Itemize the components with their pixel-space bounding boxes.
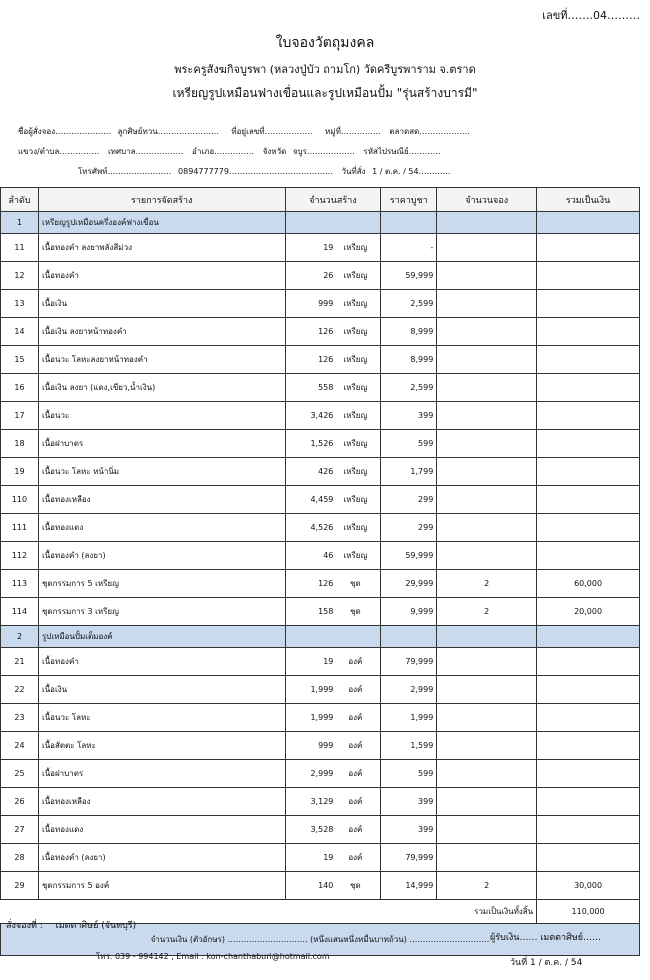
item-code: 112 (1, 542, 39, 570)
section-title: เหรียญรูปเหมือนครึ่งองค์ฟางเขื่อน (38, 212, 285, 234)
item-code: 28 (1, 844, 39, 872)
item-code: 22 (1, 676, 39, 704)
item-reserved (437, 262, 537, 290)
item-name: เนื้อเงิน ลงยา (แดง,เขียว,น้ำเงิน) (38, 374, 285, 402)
item-price: 8,999 (381, 346, 437, 374)
table-row (1, 262, 640, 290)
quantity-value: 126 (318, 355, 334, 364)
quantity-value: 1,999 (310, 685, 334, 694)
item-name: ชุดกรรมการ 5 องค์ (38, 872, 285, 900)
item-total (537, 676, 640, 704)
item-name: เนื้อทองคำ (38, 262, 285, 290)
quantity-value: 19 (323, 853, 334, 862)
item-total (537, 704, 640, 732)
item-total (537, 486, 640, 514)
series-title: เหรียญรูปเหมือนฟางเขื่อนและรูปเหมือนปั้ม "รุ่นสร้างบารมี" (172, 86, 478, 100)
quantity-unit: เหรียญ (343, 411, 368, 420)
quantity-unit: เหรียญ (343, 355, 368, 364)
item-code: 21 (1, 648, 39, 676)
order-date: 1 / ต.ค. / 54 (372, 167, 419, 176)
grand-total-label: รวมเป็นเงินทั้งสิ้น (474, 907, 534, 916)
item-price: 599 (381, 760, 437, 788)
item-total (537, 816, 640, 844)
table-row (1, 514, 640, 542)
item-name: เนื้อทองคำ (ลงยา) (38, 542, 285, 570)
item-price: 1,599 (381, 732, 437, 760)
item-price: 299 (381, 514, 437, 542)
item-name: เนื้อนวะ โลหะ หน้านิ่ม (38, 458, 285, 486)
item-reserved (437, 374, 537, 402)
item-code: 12 (1, 262, 39, 290)
section-code: 1 (1, 212, 39, 234)
item-total (537, 430, 640, 458)
item-code: 26 (1, 788, 39, 816)
item-price: 399 (381, 788, 437, 816)
item-price: 9,999 (381, 598, 437, 626)
item-name: เนื้อนวะ โลหะ (38, 704, 285, 732)
item-total (537, 402, 640, 430)
item-name: เนื้อเงิน ลงยาหน้าทองคำ (38, 318, 285, 346)
item-reserved (437, 430, 537, 458)
quantity-value: 4,526 (310, 523, 334, 532)
order-location (6, 918, 136, 932)
item-quantity (285, 704, 381, 732)
table-row (1, 542, 640, 570)
item-reserved: 2 (437, 872, 537, 900)
quantity-value: 426 (318, 467, 334, 476)
item-total (537, 760, 640, 788)
quantity-unit: องค์ (348, 685, 363, 694)
item-reserved (437, 234, 537, 262)
receiver-line: ผู้รับเงิน…… เมตตาศิษย์…… (490, 933, 601, 943)
item-name: เนื้อเงิน (38, 676, 285, 704)
item-name: เนื้อทองแดง (38, 514, 285, 542)
document-number: เลขที่…….04……… (542, 9, 640, 22)
item-quantity (285, 458, 381, 486)
item-quantity (285, 262, 381, 290)
section-row (1, 212, 640, 234)
item-quantity (285, 872, 381, 900)
quantity-unit: เหรียญ (343, 523, 368, 532)
item-reserved (437, 458, 537, 486)
table-row (1, 648, 640, 676)
col-header: รายการจัดสร้าง (38, 188, 285, 212)
item-code: 16 (1, 374, 39, 402)
item-quantity (285, 844, 381, 872)
quantity-unit: องค์ (348, 853, 363, 862)
info-label: หมู่ที่ (325, 127, 341, 136)
quantity-unit: เหรียญ (343, 327, 368, 336)
item-quantity (285, 318, 381, 346)
receipt-date-line (510, 955, 582, 969)
table-header-row (1, 188, 640, 212)
order-location-label: สั่งจองที่ : (6, 921, 43, 931)
table-row (1, 374, 640, 402)
amount-words-value: (หนึ่งแสนหนึ่งหมื่นบาทถ้วน) (310, 935, 407, 944)
item-quantity (285, 514, 381, 542)
item-name: เนื้อสัตตะ โลหะ (38, 732, 285, 760)
item-price: 599 (381, 430, 437, 458)
item-name: เนื้อนวะ (38, 402, 285, 430)
info-label: ที่อยู่เลขที่ (231, 127, 265, 136)
receipt-date-value: 1 / ต.ค. / 54 (530, 958, 583, 968)
item-total (537, 542, 640, 570)
item-quantity (285, 542, 381, 570)
info-value: เทศบาล (107, 147, 136, 156)
item-name: ชุดกรรมการ 5 เหรียญ (38, 570, 285, 598)
quantity-value: 19 (323, 243, 334, 252)
quantity-unit: องค์ (348, 825, 363, 834)
item-code: 13 (1, 290, 39, 318)
item-quantity (285, 648, 381, 676)
phone-value: 0894777779 (178, 167, 229, 176)
item-price: 2,599 (381, 290, 437, 318)
item-total (537, 788, 640, 816)
item-reserved: 2 (437, 570, 537, 598)
contact-info: โทร. 039 - 994142 , Email : kon-chanthaburi@hotmail.com (96, 952, 330, 961)
item-reserved (437, 844, 537, 872)
header (0, 32, 650, 103)
quantity-unit: เหรียญ (343, 383, 368, 392)
item-total (537, 318, 640, 346)
quantity-unit: เหรียญ (343, 495, 368, 504)
order-table (0, 187, 640, 956)
item-price: 79,999 (381, 648, 437, 676)
table-row (1, 704, 640, 732)
info-value: จบูร (292, 147, 307, 156)
item-name: เนื้อทองแดง (38, 816, 285, 844)
form-title: ใบจองวัตถุมงคล (275, 35, 375, 51)
info-row-2: แขวง/ตำบล…………… เทศบาล……………… อำเภอ…………… จังหวัด จบูร……………… รหัสไปรษณีย์………… (18, 147, 441, 156)
quantity-value: 558 (318, 383, 334, 392)
quantity-value: 4,459 (310, 495, 334, 504)
item-total (537, 648, 640, 676)
item-price: 2,999 (381, 676, 437, 704)
info-label: โทรศัพท์ (78, 167, 108, 176)
item-price: 59,999 (381, 542, 437, 570)
item-price: 1,999 (381, 704, 437, 732)
item-quantity (285, 760, 381, 788)
receipt-date-label: วันที่ (510, 958, 528, 968)
item-total (537, 346, 640, 374)
item-price: - (381, 234, 437, 262)
item-code: 24 (1, 732, 39, 760)
info-value: ตลาดสด (389, 127, 420, 136)
info-label: จังหวัด (262, 147, 287, 156)
item-name: เนื้อทองคำ ลงยาพลังสีม่วง (38, 234, 285, 262)
item-code: 19 (1, 458, 39, 486)
item-name: เนื้อทองคำ (ลงยา) (38, 844, 285, 872)
info-label: แขวง/ตำบล (18, 147, 60, 156)
item-price: 399 (381, 816, 437, 844)
quantity-unit: เหรียญ (343, 271, 368, 280)
table-row (1, 788, 640, 816)
table-row (1, 318, 640, 346)
receiver-value: เมตตาศิษย์ (540, 933, 583, 943)
item-reserved (437, 514, 537, 542)
item-total (537, 514, 640, 542)
item-total (537, 290, 640, 318)
amount-words-label: จำนวนเงิน (ตัวอักษร) (150, 935, 226, 944)
item-code: 114 (1, 598, 39, 626)
item-reserved (437, 704, 537, 732)
item-reserved (437, 542, 537, 570)
section-title: รูปเหมือนปั้มเต็มองค์ (38, 626, 285, 648)
item-price: 59,999 (381, 262, 437, 290)
item-quantity (285, 570, 381, 598)
item-quantity (285, 732, 381, 760)
table-row (1, 458, 640, 486)
item-quantity (285, 676, 381, 704)
item-reserved (437, 318, 537, 346)
item-reserved (437, 648, 537, 676)
quantity-unit: องค์ (348, 769, 363, 778)
item-total: 20,000 (537, 598, 640, 626)
quantity-unit: องค์ (348, 713, 363, 722)
item-quantity (285, 234, 381, 262)
quantity-value: 2,999 (310, 769, 334, 778)
info-row-3: โทรศัพท์…………………… 0894777779………………………………… วันที่สั่ง 1 / ต.ค. / 54………… (78, 167, 451, 176)
quantity-unit: เหรียญ (343, 551, 368, 560)
quantity-value: 46 (323, 551, 334, 560)
item-reserved (437, 290, 537, 318)
quantity-value: 3,129 (310, 797, 334, 806)
item-quantity (285, 374, 381, 402)
col-header: ลำดับ (1, 188, 39, 212)
item-price: 79,999 (381, 844, 437, 872)
item-code: 18 (1, 430, 39, 458)
item-reserved (437, 788, 537, 816)
info-label: ชื่อผู้สั่งจอง (18, 127, 56, 136)
table-row (1, 430, 640, 458)
info-label: อำเภอ (192, 147, 215, 156)
item-total: 30,000 (537, 872, 640, 900)
quantity-unit: เหรียญ (343, 243, 368, 252)
item-name: เนื้อฝาบาตร (38, 430, 285, 458)
table-row (1, 486, 640, 514)
receiver-label: ผู้รับเงิน (490, 933, 520, 943)
item-code: 25 (1, 760, 39, 788)
info-row-1: ชื่อผู้สั่งจอง………………… ลูกศิษย์ทวน………………….. ที่อยู่เลขที่……………… หมู่ที่…………… ตลาดสด………………. (18, 127, 470, 136)
section-code: 2 (1, 626, 39, 648)
item-name: เนื้อทองคำ (38, 648, 285, 676)
item-total: 60,000 (537, 570, 640, 598)
item-quantity (285, 290, 381, 318)
item-total (537, 458, 640, 486)
quantity-unit: องค์ (348, 657, 363, 666)
item-total (537, 374, 640, 402)
quantity-value: 999 (318, 741, 334, 750)
item-code: 111 (1, 514, 39, 542)
item-name: เนื้อทองเหลือง (38, 788, 285, 816)
info-label: รหัสไปรษณีย์ (363, 147, 409, 156)
quantity-value: 26 (323, 271, 334, 280)
quantity-value: 3,528 (310, 825, 334, 834)
table-row (1, 872, 640, 900)
item-name: เนื้อทองเหลือง (38, 486, 285, 514)
col-header: ราคาบูชา (381, 188, 437, 212)
item-total (537, 234, 640, 262)
item-code: 110 (1, 486, 39, 514)
item-name: เนื้อเงิน (38, 290, 285, 318)
item-code: 11 (1, 234, 39, 262)
table-row (1, 676, 640, 704)
item-reserved (437, 816, 537, 844)
item-price: 299 (381, 486, 437, 514)
item-price: 1,799 (381, 458, 437, 486)
document-number-value: 04 (593, 9, 607, 22)
quantity-value: 158 (318, 607, 334, 616)
col-header: จำนวนสร้าง (285, 188, 381, 212)
item-price: 8,999 (381, 318, 437, 346)
grand-total-value: 110,000 (537, 900, 640, 924)
table-row (1, 598, 640, 626)
item-code: 23 (1, 704, 39, 732)
item-code: 14 (1, 318, 39, 346)
table-row (1, 290, 640, 318)
quantity-value: 126 (318, 579, 334, 588)
item-total (537, 262, 640, 290)
info-value: ลูกศิษย์ทวน (117, 127, 158, 136)
quantity-value: 1,526 (310, 439, 334, 448)
quantity-unit: เหรียญ (343, 439, 368, 448)
item-price: 29,999 (381, 570, 437, 598)
info-label: วันที่สั่ง (341, 167, 366, 176)
quantity-unit: เหรียญ (343, 467, 368, 476)
order-location-value: เมตตาศิษย์ (จันทบุรี) (55, 921, 137, 931)
item-quantity (285, 402, 381, 430)
quantity-value: 19 (323, 657, 334, 666)
item-total (537, 732, 640, 760)
quantity-value: 126 (318, 327, 334, 336)
item-price: 399 (381, 402, 437, 430)
item-price: 2,599 (381, 374, 437, 402)
item-quantity (285, 816, 381, 844)
item-quantity (285, 430, 381, 458)
item-reserved (437, 760, 537, 788)
table-row (1, 234, 640, 262)
table-row (1, 570, 640, 598)
item-reserved (437, 486, 537, 514)
item-reserved (437, 402, 537, 430)
item-code: 113 (1, 570, 39, 598)
temple-subtitle: พระครูสังฆกิจบูรพา (หลวงปู่บัว ถามโก) วัดครีบูรพาราม จ.ตราด (174, 63, 476, 76)
col-header: รวมเป็นเงิน (537, 188, 640, 212)
item-quantity (285, 486, 381, 514)
item-code: 17 (1, 402, 39, 430)
table-row (1, 346, 640, 374)
quantity-unit: เหรียญ (343, 299, 368, 308)
item-code: 15 (1, 346, 39, 374)
item-code: 27 (1, 816, 39, 844)
table-row (1, 760, 640, 788)
quantity-unit: องค์ (348, 741, 363, 750)
amount-words-row: จำนวนเงิน (ตัวอักษร) ………………………… (หนึ่งแสนหนึ่งหมื่นบาทถ้วน) ………………………… (1, 924, 640, 956)
item-code: 29 (1, 872, 39, 900)
quantity-unit: ชุด (350, 579, 361, 588)
quantity-unit: ชุด (350, 881, 361, 890)
table-row (1, 844, 640, 872)
quantity-unit: องค์ (348, 797, 363, 806)
item-price: 14,999 (381, 872, 437, 900)
quantity-value: 3,426 (310, 411, 334, 420)
item-reserved (437, 676, 537, 704)
table-row (1, 402, 640, 430)
quantity-unit: ชุด (350, 607, 361, 616)
quantity-value: 1,999 (310, 713, 334, 722)
quantity-value: 999 (318, 299, 334, 308)
table-row (1, 732, 640, 760)
quantity-value: 140 (318, 881, 334, 890)
item-total (537, 844, 640, 872)
item-name: เนื้อนวะ โลหะลงยาหน้าทองคำ (38, 346, 285, 374)
item-quantity (285, 346, 381, 374)
item-name: เนื้อฝาบาตร (38, 760, 285, 788)
table-row (1, 816, 640, 844)
document-number-label: เลขที่ (542, 9, 568, 22)
item-reserved (437, 732, 537, 760)
item-reserved (437, 346, 537, 374)
item-quantity (285, 788, 381, 816)
section-row (1, 626, 640, 648)
item-quantity (285, 598, 381, 626)
item-name: ชุดกรรมการ 3 เหรียญ (38, 598, 285, 626)
col-header: จำนวนจอง (437, 188, 537, 212)
item-reserved: 2 (437, 598, 537, 626)
